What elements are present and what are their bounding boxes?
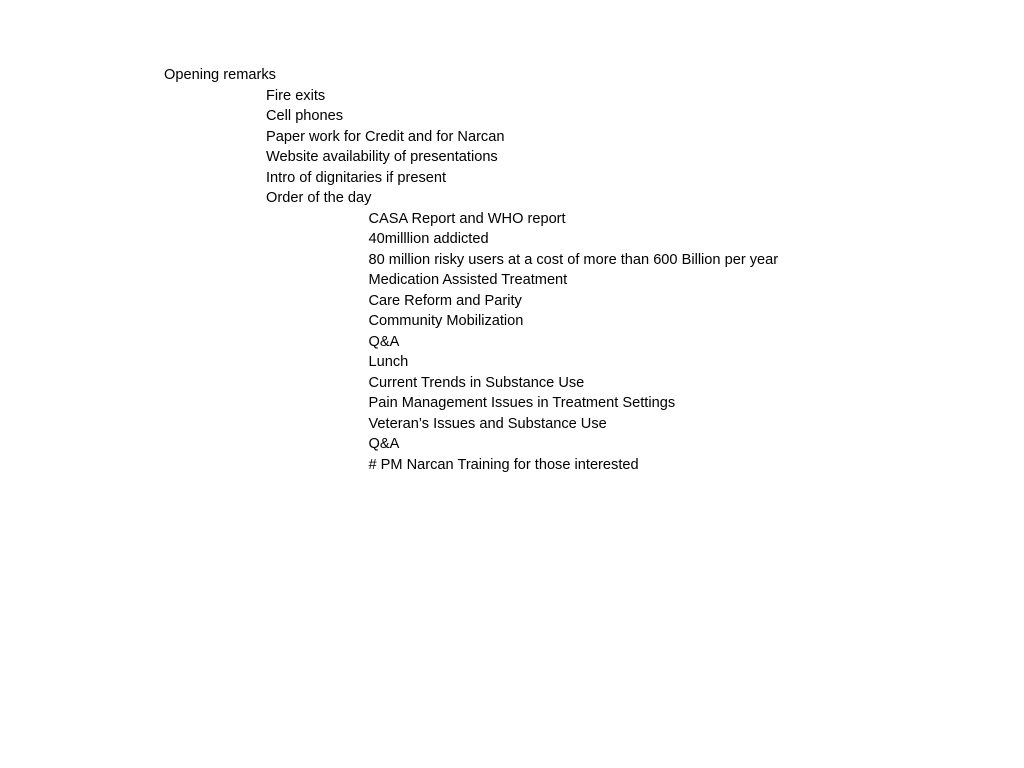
agenda-subitem: Paper work for Credit and for Narcan bbox=[266, 128, 505, 145]
agenda-detail-item: Care Reform and Parity bbox=[368, 292, 522, 309]
agenda-item: Opening remarks bbox=[164, 67, 276, 83]
agenda-detail-item: Medication Assisted Treatment bbox=[368, 272, 568, 288]
agenda-detail-item: # PM Narcan Training for those interested bbox=[368, 456, 639, 473]
agenda-detail-item: Current Trends in Substance Use bbox=[368, 374, 585, 391]
agenda-detail-item: 40milllion addicted bbox=[368, 231, 489, 247]
agenda-detail-item: CASA Report and WHO report bbox=[368, 210, 566, 227]
agenda-detail-item: Community Mobilization bbox=[368, 313, 524, 329]
agenda-detail-item: Q&A bbox=[368, 436, 400, 452]
agenda-outline bbox=[164, 65, 778, 475]
agenda-subitem: Cell phones bbox=[266, 108, 344, 124]
agenda-subitem: Fire exits bbox=[266, 87, 326, 104]
agenda-detail-item: 80 million risky users at a cost of more than 600 Billion per year bbox=[368, 251, 779, 268]
agenda-detail-item: Pain Management Issues in Treatment Settings bbox=[368, 395, 676, 411]
agenda-detail-item: Q&A bbox=[368, 333, 400, 350]
agenda-detail-item: Lunch bbox=[368, 354, 409, 370]
agenda-detail-item: Veteran’s Issues and Substance Use bbox=[368, 415, 607, 432]
agenda-subitem: Order of the day bbox=[266, 190, 372, 206]
agenda-subitem: Website availability of presentations bbox=[266, 149, 498, 165]
agenda-subitem: Intro of dignitaries if present bbox=[266, 169, 447, 186]
